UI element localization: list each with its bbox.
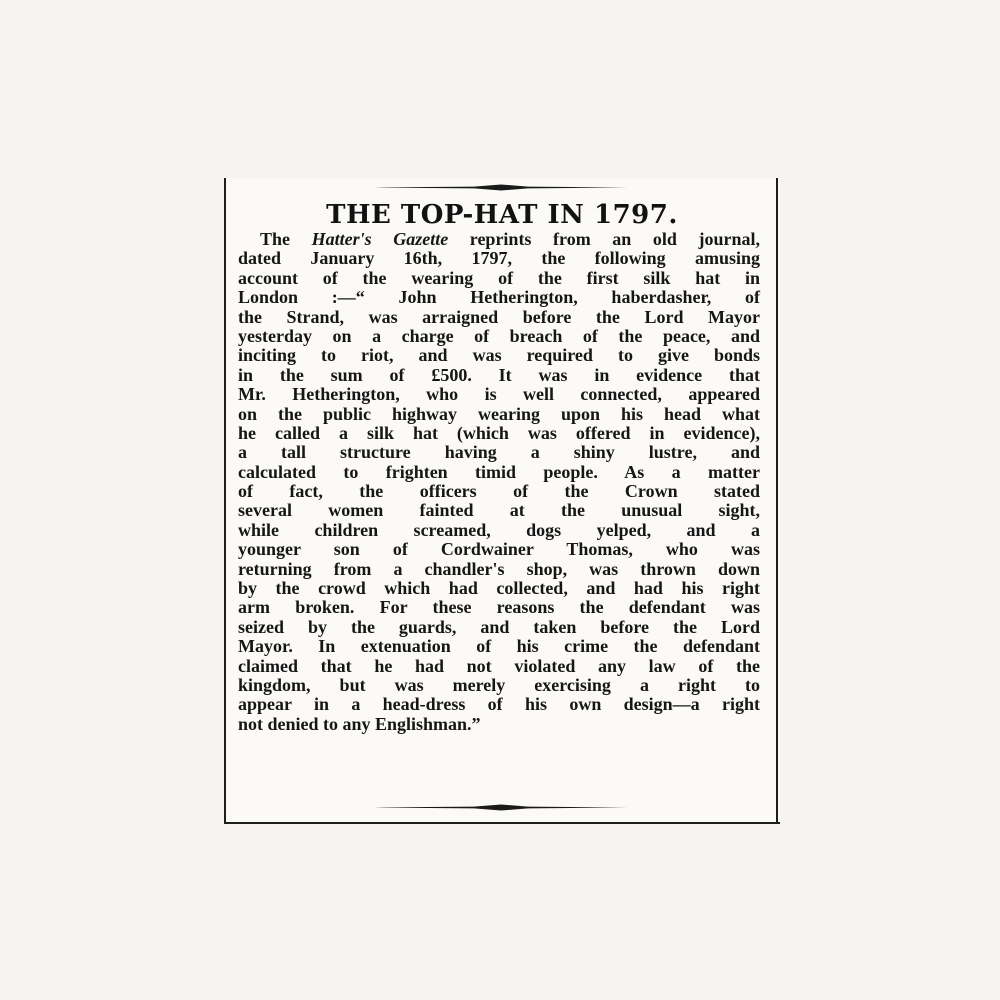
headline: THE TOP-HAT IN 1797. xyxy=(326,200,678,230)
article-line: appear in a head-dress of his own design—a right xyxy=(238,694,760,715)
article-line: account of the wearing of the first silk hat in xyxy=(238,267,760,288)
article-line: inciting to riot, and was required to give bonds xyxy=(238,345,760,366)
bottom-rule xyxy=(224,822,780,824)
bottom-ornament-rule xyxy=(374,804,628,811)
article-line: Mr. Hetherington, who is well connected, appeared xyxy=(238,384,760,405)
article-line: of fact, the officers of the Crown stated xyxy=(238,481,760,502)
article-line: arm broken. For these reasons the defendant was xyxy=(238,597,760,618)
publication-title: Hatter's Gazette xyxy=(311,229,449,249)
article-line: while children screamed, dogs yelped, and a xyxy=(238,519,760,540)
article-line: not denied to any Englishman.” xyxy=(238,713,481,734)
article-line: on the public highway wearing upon his head what xyxy=(238,403,760,424)
article-line: a tall structure having a shiny lustre, and xyxy=(238,442,760,463)
article-line: younger son of Cordwainer Thomas, who was xyxy=(238,539,760,560)
column-rule-right xyxy=(776,178,778,822)
article-line: dated January 16th, 1797, the following amusing xyxy=(238,248,760,269)
article-body xyxy=(238,230,760,734)
article-line: London :—“ John Hetherington, haberdasher, of xyxy=(238,287,760,308)
article-line: returning from a chandler's shop, was thrown down xyxy=(238,558,760,579)
article-line: by the crowd which had collected, and had his right xyxy=(238,578,760,599)
article-line: seized by the guards, and taken before the Lord xyxy=(238,616,760,637)
newspaper-clipping xyxy=(224,178,780,824)
column-rule-left xyxy=(224,178,226,822)
top-ornament-rule xyxy=(374,184,628,191)
article-line: yesterday on a charge of breach of the peace, and xyxy=(238,325,760,346)
article-line: calculated to frighten timid people. As a matter xyxy=(238,461,760,482)
article-line: kingdom, but was merely exercising a right to xyxy=(238,674,760,695)
article-line: Mayor. In extenuation of his crime the defendant xyxy=(238,636,760,657)
article-line: he called a silk hat (which was offered in evidence), xyxy=(238,422,760,443)
article-line: several women fainted at the unusual sight, xyxy=(238,500,760,521)
article-line: The Hatter's Gazette reprints from an old journal, xyxy=(260,229,760,249)
article-line: the Strand, was arraigned before the Lord Mayor xyxy=(238,306,760,327)
article-line: in the sum of £500. It was in evidence that xyxy=(238,364,760,385)
article-line: claimed that he had not violated any law of the xyxy=(238,655,760,676)
